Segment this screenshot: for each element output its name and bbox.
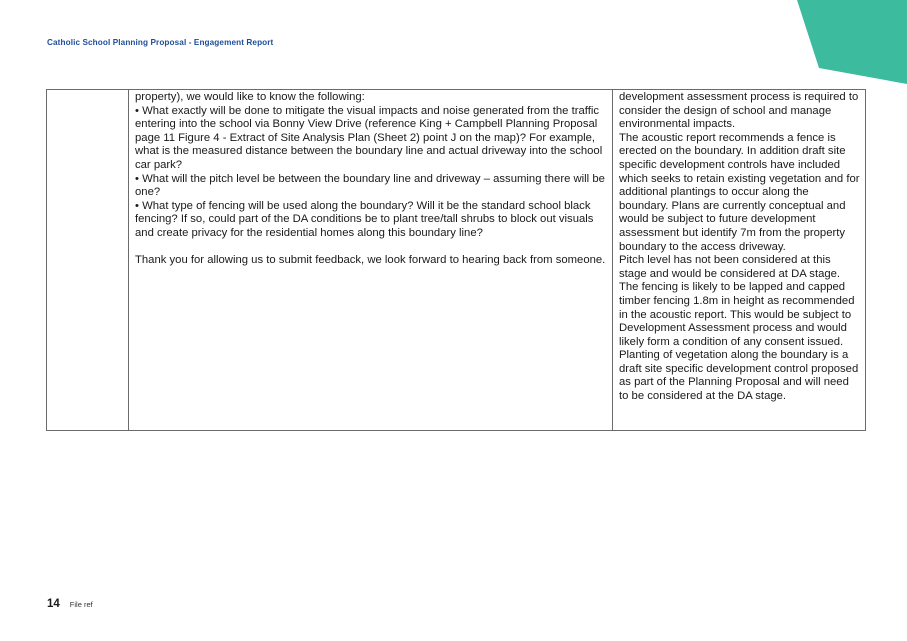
table-row (47, 90, 866, 431)
comment-paragraph: • What exactly will be done to mitigate the visual impacts and noise generated from the traffic entering into the school via Bonny View Drive (reference King + Campbell Planning Proposal page 11 Figure 4 - Extract of Site Analysis Plan (Sheet 2) point J on the map)? For example, what is the measured distance between the boundary line and actual driveway into the school car park? (135, 104, 606, 171)
page-footer (47, 598, 93, 610)
report-header-title: Catholic School Planning Proposal - Engagement Report (47, 38, 274, 47)
file-reference: File ref (69, 600, 93, 609)
response-paragraph: development assessment process is required to consider the design of school and manage environmental impacts. (619, 91, 862, 131)
response-paragraph: The fencing is likely to be lapped and capped timber fencing 1.8m in height as recommended in the acoustic report. This would be subject to Development Assessment process and would likely form a condition of any consent issued. Planting of vegetation along the boundary is a draft site specific development control proposed as part of the Planning Proposal and will need to be considered at the DA stage. (619, 281, 862, 403)
comments-response-table (46, 89, 866, 431)
response-cell (613, 90, 866, 431)
corner-accent-shape (797, 0, 907, 84)
comment-blank-line (135, 241, 607, 255)
community-comment-cell (129, 90, 613, 431)
comment-paragraph: property), we would like to know the following: (135, 91, 365, 103)
reference-cell (47, 90, 129, 431)
comment-paragraph: Thank you for allowing us to submit feedback, we look forward to hearing back from someone. (135, 254, 606, 267)
reference-cell-text (47, 90, 128, 95)
response-paragraph: The acoustic report recommends a fence is erected on the boundary. In addition draft site specific development controls have included which seeks to retain existing vegetation and for additional plantings to occur along the boundary. Plans are currently conceptual and would be subject to future development assessment but identify 7m from the property boundary to the access driveway. (619, 131, 863, 253)
page-number: 14 (47, 598, 60, 610)
response-paragraph: Pitch level has not been considered at this stage and would be considered at DA stage. (619, 254, 841, 280)
comment-paragraph: • What type of fencing will be used along the boundary? Will it be the standard school black fencing? If so, could part of the DA conditions be to plant tree/tall shrubs to block out visuals and create privacy for the residential homes along this boundary line? (135, 199, 597, 239)
comment-paragraph: • What will the pitch level be between the boundary line and driveway – assuming there will be one? (135, 172, 609, 199)
